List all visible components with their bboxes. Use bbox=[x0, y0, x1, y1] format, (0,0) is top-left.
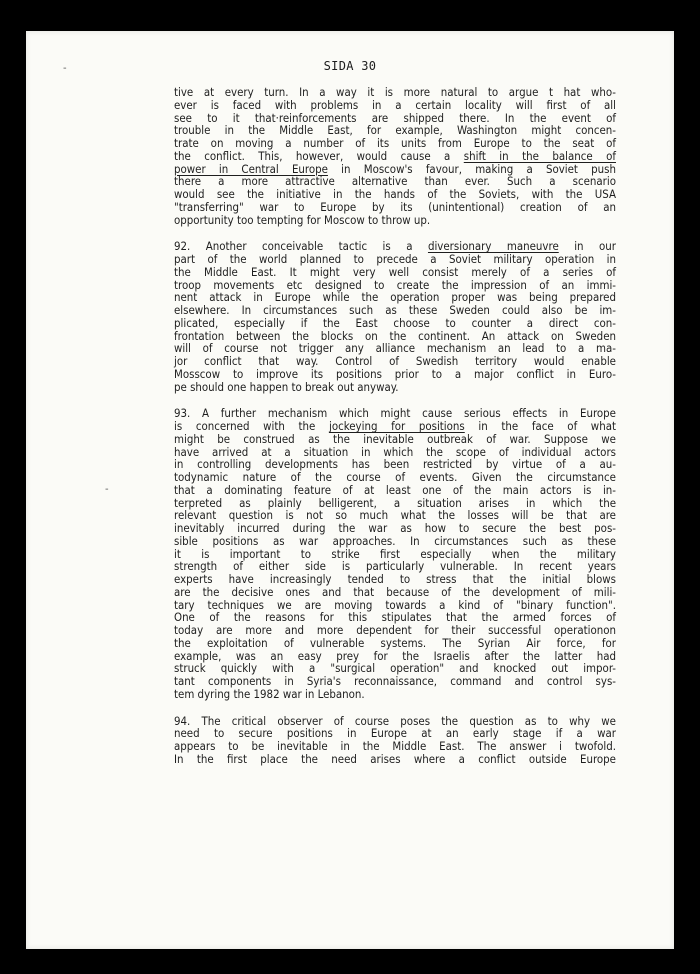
paragraph-93 bbox=[174, 407, 616, 700]
document-page bbox=[26, 31, 674, 949]
text-segment: in Moscow's favour, making a Soviet push bbox=[327, 161, 616, 176]
paragraph-92 bbox=[174, 240, 616, 393]
text-line: need to secure positions in Europe at an early stage if a war bbox=[174, 726, 616, 741]
margin-mark: - bbox=[105, 484, 109, 495]
page-header: SIDA 30 bbox=[323, 59, 377, 73]
underlined-phrase: power in Central Europe bbox=[174, 161, 328, 176]
text-line: strength of either side is particularly vulnerable. In recent years bbox=[174, 559, 616, 574]
text-line: ever is faced with problems in a certain locality will first of all bbox=[174, 97, 616, 112]
text-line: frontation between the blocks on the continent. An attack on Sweden bbox=[174, 328, 616, 343]
text-line: relevant question is not so much what the losses will be that are bbox=[174, 508, 616, 523]
margin-mark: - bbox=[63, 63, 67, 74]
text-line: that a dominating feature of at least one of the main actors is in- bbox=[174, 482, 616, 497]
text-line: tem dyring the 1982 war in Lebanon. bbox=[174, 686, 365, 701]
text-line: part of the world planned to precede a Soviet military operation in bbox=[174, 252, 616, 266]
text-line: see to it that·reinforcements are shipped there. In the event of bbox=[174, 110, 616, 125]
text-line: sible positions as war approaches. In circumstances such as these bbox=[174, 533, 616, 548]
text-line: in controlling developments has been restricted by virtue of a au- bbox=[174, 457, 616, 472]
text-line: tant components in Syria's reconnaissance, command and control sys- bbox=[174, 674, 616, 688]
text-line: opportunity too tempting for Moscow to throw up. bbox=[174, 212, 431, 227]
text-line: appears to be inevitable in the Middle East. The answer i twofold. bbox=[174, 739, 616, 753]
text-segment: in our bbox=[558, 239, 616, 254]
text-line: troop movements etc designed to create the impression of an immi- bbox=[174, 277, 616, 292]
paragraph-94 bbox=[174, 715, 616, 766]
text-line: would see the initiative in the hands of the Soviets, with the USA bbox=[174, 187, 616, 201]
text-line: experts have increasingly tended to stress that the initial blows bbox=[174, 572, 616, 586]
text-line: 94. The critical observer of course poses the question as to why we bbox=[174, 713, 616, 728]
text-line: trate on moving a number of its units from Europe to the seat of bbox=[174, 136, 616, 150]
paragraph-1 bbox=[174, 86, 616, 226]
text-line: it is important to strike first especially when the military bbox=[174, 546, 616, 561]
text-line: Mosscow to improve its positions prior to a major conflict in Euro- bbox=[174, 366, 616, 381]
text-line: nent attack in Europe while the operation proper was being prepared bbox=[174, 290, 616, 305]
text-line: are the decisive ones and that because of the development of mili- bbox=[174, 584, 616, 599]
text-line: jor conflict that way. Control of Swedish territory would enable bbox=[174, 354, 616, 368]
text-segment: is concerned with the bbox=[174, 419, 329, 433]
text-line bbox=[174, 420, 616, 433]
text-segment: 92. Another conceivable tactic is a bbox=[174, 239, 428, 254]
text-line: plicated, especially if the East choose to counter a direct con- bbox=[174, 315, 616, 330]
text-line: elsewhere. In circumstances such as these Sweden could also be im- bbox=[174, 303, 616, 317]
text-line: will of course not trigger any alliance mechanism an lead to a ma- bbox=[174, 341, 616, 356]
text-line: struck quickly with a "surgical operation" and knocked out impor- bbox=[174, 661, 616, 676]
text-line: the exploitation of vulnerable systems. The Syrian Air force, for bbox=[174, 635, 616, 650]
underlined-phrase: jockeying for positions bbox=[328, 419, 465, 433]
text-line: trouble in the Middle East, for example, Washington might concen- bbox=[174, 123, 616, 138]
text-line: 93. A further mechanism which might cause serious effects in Europe bbox=[174, 406, 616, 421]
text-line: example, was an easy prey for the Israelis after the latter had bbox=[174, 648, 616, 663]
text-line: inevitably incurred during the war as how to secure the best pos- bbox=[174, 521, 616, 535]
text-segment: in the face of what bbox=[464, 419, 616, 433]
underlined-phrase: diversionary maneuvre bbox=[427, 239, 559, 254]
text-line: tary techniques we are moving towards a kind of "binary function". bbox=[174, 597, 616, 612]
text-line: the Middle East. It might very well consist merely of a series of bbox=[174, 264, 616, 279]
text-line: tive at every turn. In a way it is more natural to argue t hat who- bbox=[174, 85, 616, 99]
page-body bbox=[174, 86, 616, 766]
text-line: might be construed as the inevitable outbreak of war. Suppose we bbox=[174, 431, 616, 446]
underlined-phrase: shift in the balance of bbox=[463, 148, 616, 163]
text-line: One of the reasons for this stipulates that the armed forces of bbox=[174, 610, 616, 625]
text-line: todynamic nature of the course of events. Given the circumstance bbox=[174, 470, 616, 484]
text-line: In the first place the need arises where a conflict outside Europe bbox=[174, 751, 616, 766]
text-line: have arrived at a situation in which the scope of individual actors bbox=[174, 444, 616, 459]
text-line: "transferring" war to Europe by its (unintentional) creation of an bbox=[174, 199, 616, 214]
text-line: pe should one happen to break out anyway. bbox=[174, 379, 399, 394]
text-segment: the conflict. This, however, would cause a bbox=[174, 148, 464, 163]
text-line: terpreted as plainly belligerent, a situation arises in which the bbox=[174, 495, 616, 510]
text-line: there a more attractive alternative than ever. Such a scenario bbox=[174, 174, 616, 189]
text-line: today are more and more dependent for their successful operationon bbox=[174, 623, 616, 637]
